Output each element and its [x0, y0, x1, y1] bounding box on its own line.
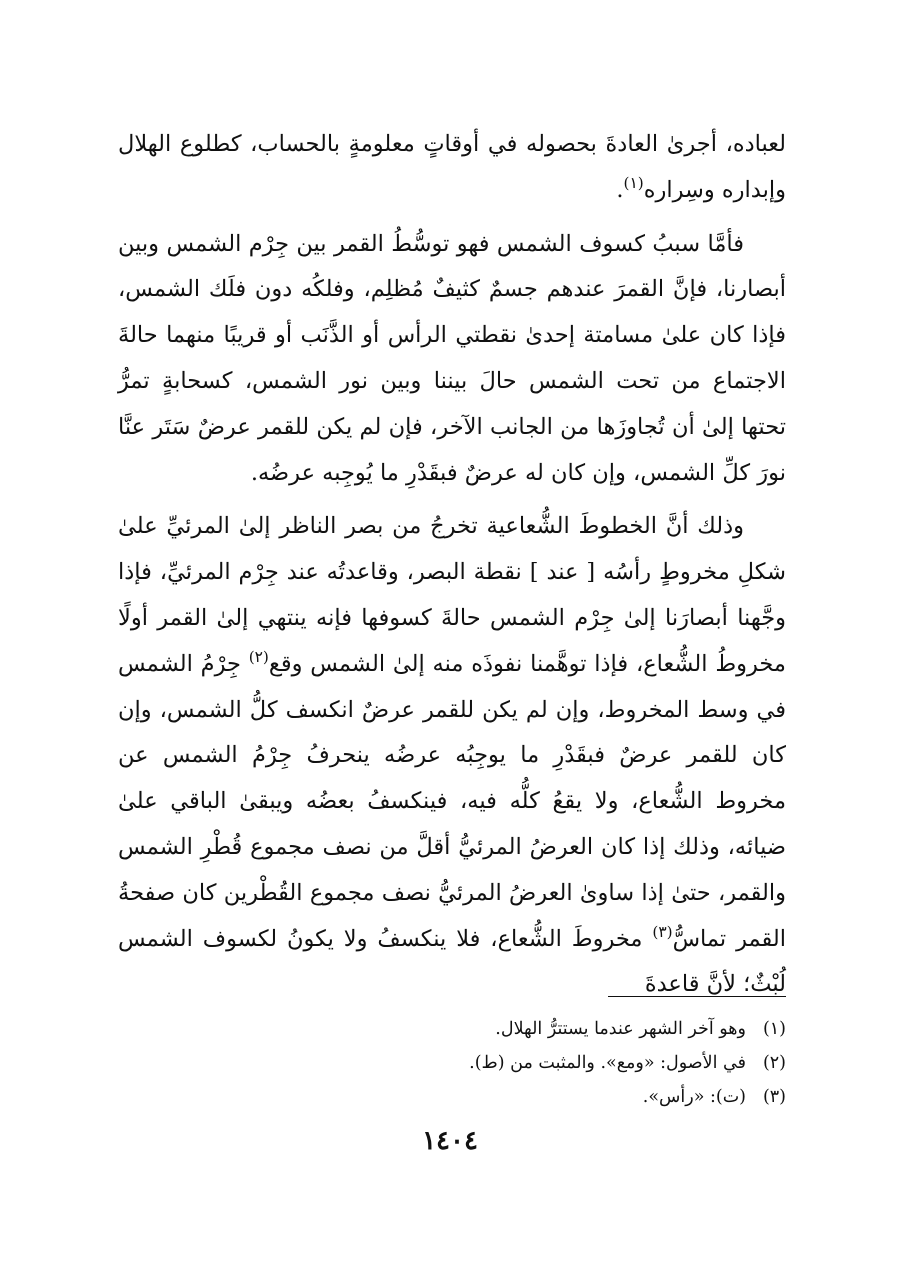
footnote-text: وهو آخر الشهر عندما يستترُّ الهلال.	[495, 1019, 746, 1039]
paragraph-text: جِرْمُ الشمس في وسط المخروط، وإن لم يكن للقمر عرضٌ انكسف كلُّ الشمس، وإن كان للقمر عرضٌ فبقَدْرِ ما يوجِبُه عرضُه ينحرفُ جِرْمُ الشمس عن مخروط الشُّعاع، ولا يقعُ كلُّه فيه، فينكسفُ بعضُه ويبقىٰ الباقي علىٰ ضيائه، وذلك إذا كان العرضُ المرئيُّ أقلَّ من نصف مجموع قُطْرِ الشمس والقمر، حتىٰ إذا ساوىٰ العرضُ المرئيُّ نصف مجموع القُطْرين كان صفحةُ القمر تماسُّ	[118, 650, 786, 952]
paragraph-text: لعباده، أجرىٰ العادةَ بحصوله في أوقاتٍ معلومةٍ بالحساب، كطلوع الهلال وإبداره وسِراره	[118, 131, 786, 203]
footnote-item	[286, 1080, 786, 1114]
footnote-number: (٢)	[762, 1053, 786, 1073]
paragraph-continuation	[118, 122, 786, 214]
paragraph-text: وذلك أنَّ الخطوطَ الشُّعاعية تخرجُ من بصر الناظر إلىٰ المرئيِّ علىٰ شكلِ مخروطٍ رأسُه [ عند ] نقطة البصر، وقاعدتُه عند جِرْم المرئيِّ، فإذا وجَّهنا أبصارَنا إلىٰ جِرْم الشمس حالةَ كسوفها فإنه ينتهي إلىٰ القمر أولًا مخروطُ الشُّعاع، فإذا توهَّمنا نفوذَه منه إلىٰ الشمس وقع	[118, 513, 786, 677]
footnote-separator	[608, 996, 786, 997]
paragraph-ray-cone	[118, 504, 786, 1008]
page-number: ١٤٠٤	[422, 1126, 478, 1156]
footnote-item	[286, 1046, 786, 1080]
paragraph-tail: .	[616, 176, 624, 203]
main-text	[118, 122, 786, 1008]
footnote-marker: (١)	[623, 173, 644, 192]
paragraph-text: فأمَّا سببُ كسوف الشمس فهو توسُّطُ القمر بين جِرْم الشمس وبين أبصارنا، فإنَّ القمرَ عندهم جسمٌ كثيفٌ مُظلِم، وفلكُه دون فلَك الشمس، فإذا كان علىٰ مسامتة إحدىٰ نقطتي الرأس أو الذَّنَب أو قريبًا منهما حالةَ الاجتماع من تحت الشمس حالَ بيننا وبين نور الشمس، كسحابةٍ تمرُّ تحتها إلىٰ أن تُجاوزَها من الجانب الآخر، فإن لم يكن للقمر عرضٌ سَتَر عنَّا نورَ كلِّ الشمس، وإن كان له عرضٌ فبقَدْرِ ما يُوجِبه عرضُه.	[118, 230, 786, 486]
footnote-number: (١)	[762, 1019, 786, 1039]
paragraph-solar-eclipse-cause	[118, 222, 786, 497]
footnote-marker: (٢)	[248, 647, 269, 666]
footnotes	[286, 1012, 786, 1114]
footnote-number: (٣)	[762, 1087, 786, 1107]
footnote-text: (ت): «رأس».	[642, 1087, 746, 1107]
footnote-item	[286, 1012, 786, 1046]
paragraph-text: مخروطَ الشُّعاع، فلا ينكسفُ ولا يكونُ لكسوف الشمس لُبْثٌ؛ لأنَّ قاعدةَ	[118, 925, 786, 998]
footnote-text: في الأصول: «ومع». والمثبت من (ط).	[469, 1053, 746, 1073]
footnote-marker: (٣)	[652, 922, 673, 941]
